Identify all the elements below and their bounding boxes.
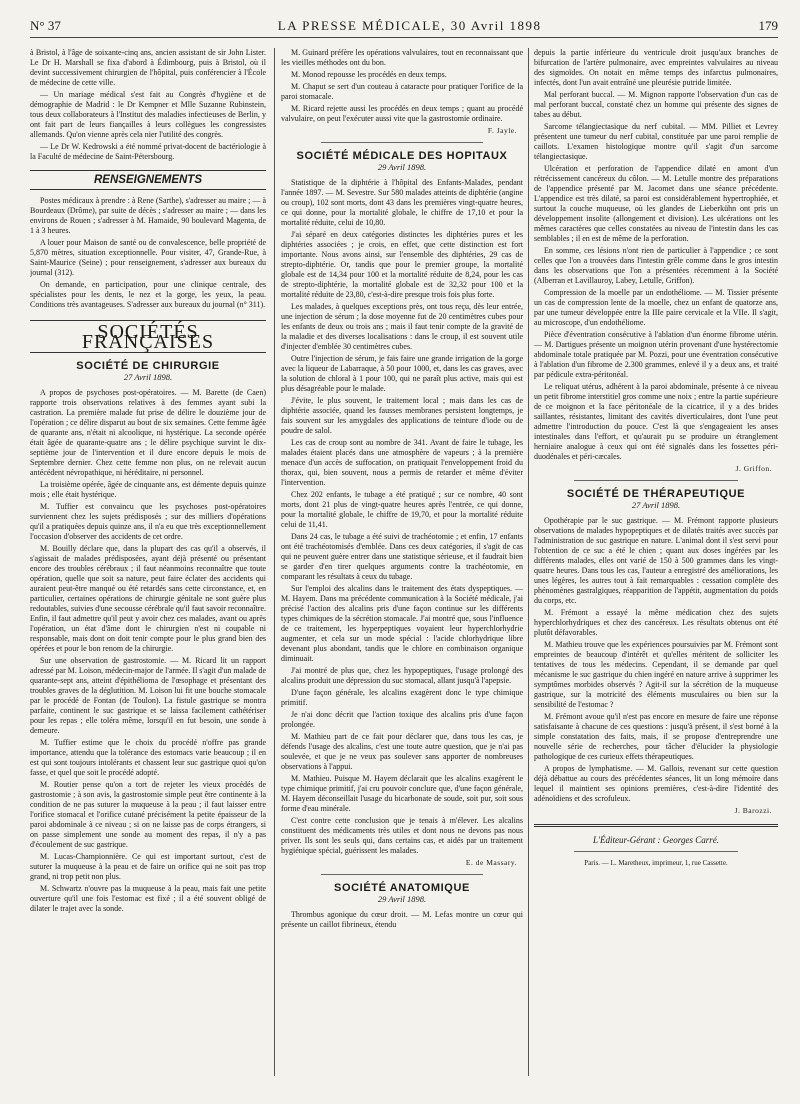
- article-paragraph: J'ai montré de plus que, chez les hypopeptiques, l'usage prolongé des alcalins produit une dépression du suc stomacal, allant jusqu'à l'apepsie.: [281, 666, 523, 685]
- article-paragraph: Ulcération et perforation de l'appendice dilaté en amont d'un rétrécissement cancéreux du côlon. — M. Letulle montre des préparations de l'appendice présenté par M. Jacomet dans une séance précédente. L'appendice est très dilaté, sa paroi est considérablement hypertrophiée, et surtout la couche muqueuse, où les glandes de Lieberkühn ont pris un développement insolite (allongement et division). Les ulcérations ont les mêmes caractères que celles constatées au niveau de l'intestin dans les cas semblables ; il en est de même de la perforation.: [534, 164, 778, 243]
- news-paragraph: — Un mariage médical s'est fait au Congrès d'hygiène et de démographie de Madrid : le Dr Kempner et Mlle Suzanne Rubinstein, tous deux collaborateurs à l'Institut des maladies infectieuses de Berlin, y ont fait part de leurs fiançailles à leurs collègues les congressistes allemands. Qu'on vienne après cela nier l'utilité des congrès.: [30, 90, 266, 139]
- article-paragraph: M. Frémont avoue qu'il n'est pas encore en mesure de faire une réponse satisfaisante à chacune de ces questions : jusqu'à présent, il s'est borné à la simple constatation des faits, mais, il se propose d'entreprendre une nouvelle série de recherches, pour tâcher d'élucider la physiologie pathologique de ces curieux effets thérapeutiques.: [534, 712, 778, 761]
- article-paragraph: La troisième opérée, âgée de cinquante ans, est démente depuis quinze mois ; elle était hystérique.: [30, 480, 266, 499]
- article-paragraph: Le reliquat utérus, adhérent à la paroi abdominale, présente à ce niveau un petit fibrome interstitiel gros comme une noix ; entre la partie supérieure de ce moignon et la face péritonéale de la cicatrice, il y a des brides saillantes, résistantes, limitant des cavités diverticulaires, dont l'une peut admettre l'introduction du pouce. C'est là que s'engageaient les anses intestinales dans l'effort, et qu'aurait pu se produire un étranglement herniaire analogue à ceux qui ont été signalés dans les fossettes péri-duodénales et péri-cæcales.: [534, 382, 778, 461]
- article-paragraph: A propos de lymphatisme. — M. Gallois, revenant sur cette question déjà débattue au cours des précédentes séances, lit un long mémoire dans lequel il maintient ses opinions premières, c'est-à-dire l'identité des adénoïdiens et des scrofuleux.: [534, 764, 778, 803]
- divider: [321, 874, 483, 875]
- article-paragraph: M. Routier pense qu'on a tort de rejeter les vieux procédés de gastrostomie ; à son avis, la gastrostomie simple peut être continente à la condition de ne pas suturer la muqueuse à la peau ; il faut laisser entre l'orifice stomacal et l'orifice cutané précisément la petite épaisseur de la paroi abdominale à ce niveau ; si on ne laisse pas de corps étrangers, si on passe simplement une sonde au moment des repas, il n'y a pas d'écoulement de suc gastrique.: [30, 780, 266, 849]
- article-paragraph: D'une façon générale, les alcalins exagèrent donc le type chimique primitif.: [281, 688, 523, 707]
- section-date: 27 Avril 1898.: [123, 372, 173, 382]
- section-date: 29 Avril 1898.: [377, 162, 427, 172]
- divider: [321, 142, 483, 143]
- journal-title: LA PRESSE MÉDICALE, 30 Avril 1898: [277, 18, 542, 33]
- article-paragraph: Sarcome télangiectasique du nerf cubital. — MM. Pilliet et Levrey présentent une tumeur du nerf cubital, constituée par une paroi remplie de caillots. L'examen histologique montre qu'il s'agit d'un sarcome télangiectasique.: [534, 122, 778, 161]
- article-paragraph: Thrombus agonique du cœur droit. — M. Lefas montre un cœur qui présente un caillot fibrineux, étendu: [281, 910, 523, 929]
- notice-paragraph: Postes médicaux à prendre : à Rene (Sarthe), s'adresser au maire ; — à Bourdeaux (Drôme), par suite de décès ; s'adresser au maire ; — dans les environs de Rouen ; s'adresser à M. Hamaide, 90 boulevard Magenta, de 1 à 3 heures.: [30, 196, 266, 235]
- page-header: [30, 14, 778, 38]
- section-heading: SOCIÉTÉ MÉDICALE DES HOPITAUX: [296, 150, 508, 162]
- editor-line: L'Éditeur-Gérant : Georges Carré.: [593, 835, 719, 845]
- double-divider: [534, 824, 778, 827]
- article-paragraph: M. Lucas-Championnière. Ce qui est important surtout, c'est de suturer la muqueuse à la peau et de faire un orifice qui ne soit pas trop grand, ni trop petit non plus.: [30, 852, 266, 881]
- divider: [574, 851, 738, 852]
- article-paragraph: En somme, ces lésions n'ont rien de particulier à l'appendice ; ce sont celles que l'on a trouvées dans l'intestin grêle comme dans le gros intestin dans les observations que l'on a présentées récemment à la Société (Alberran et Lavillauroy, Labey, Letulle, Griffon).: [534, 246, 778, 285]
- section-date: 27 Avril 1898.: [631, 500, 681, 510]
- news-paragraph: à Bristol, à l'âge de soixante-cinq ans, ancien assistant de sir John Lister. Le Dr H. Marshall se fixa d'abord à Édimbourg, puis à Bristol, où il devint successivement chirurgien de l'hôpital, puis conférencier à l'École de médecine de cette ville.: [30, 48, 266, 87]
- article-paragraph: Les cas de croup sont au nombre de 341. Avant de faire le tubage, les malades étaient placés dans une atmosphère de vapeurs ; à la première menace d'un accès de suffocation, on pratiquait l'enveloppement froid du thorax, qui, bien souvent, nous a permis de retarder et même d'éviter l'intervention.: [281, 438, 523, 487]
- author-signature: F. Jayle.: [487, 126, 517, 135]
- article-paragraph: M. Monod repousse les procédés en deux temps.: [291, 70, 447, 79]
- article-paragraph: M. Mathieu. Puisque M. Hayem déclarait que les alcalins exagèrent le type chimique primitif, j'ai cru pouvoir conclure que, d'une façon générale, M. Hayem déconseillait l'usage du bicarbonate de soude, soit pur, soit sous forme d'eau minérale.: [281, 774, 523, 813]
- section-date: 29 Avril 1898.: [377, 894, 427, 904]
- article-paragraph: Statistique de la diphtérie à l'hôpital des Enfants-Malades, pendant l'année 1897. — M. Sevestre. Sur 580 malades atteints de diphtérie (angine ou croup), 102 sont morts, dont 43 dans les premières vingt-quatre heures, ce qui donne, pour la mortalité globale, le chiffre de 17,10 et pour la mortalité réduite, celui de 10,80.: [281, 178, 523, 227]
- renseignements-heading: RENSEIGNEMENTS: [30, 170, 266, 190]
- article-paragraph: M. Bouilly déclare que, dans la plupart des cas qu'il a observés, il s'agissait de malades prédisposées, ayant déjà présenté ou présentant encore des troubles cérébraux ; il faut néanmoins reconnaître que toute opération, quelle que soit sa nature, peut faire éclater des accidents qui auraient peut-être manqué ou été retardés sans cette circonstance, et, en particulier, certaines opérations de chirurgie génitale ne sont guère plus redoutables, suivies d'une secousse cérébrale qu'il faut savoir reconnaître. Enfin, il faut admettre qu'il peut y avoir chez ces malades, avant ou après l'opération, un état d'âme dont le chirurgien n'est ni coupable ni responsable, mais dont on doit tenir compte pour le plus grand bien des opérées et pour le bon renom de la chirurgie.: [30, 544, 266, 653]
- issue-number: N° 37: [30, 18, 61, 33]
- article-paragraph: Je n'ai donc décrit que l'action toxique des alcalins pris d'une façon prolongée.: [281, 710, 523, 729]
- article-paragraph: M. Chaput se sert d'un couteau à cataracte pour pratiquer l'orifice de la paroi stomacale.: [281, 82, 523, 101]
- news-paragraph: — Le Dr W. Kedrowski a été nommé privat-docent de bactériologie à la Faculté de médecine de Saint-Pétersbourg.: [30, 142, 266, 161]
- author-signature: J. Griffon.: [735, 464, 772, 473]
- article-paragraph: M. Guinard préfère les opérations valvulaires, tout en reconnaissant que les vieilles méthodes ont du bon.: [281, 48, 523, 67]
- article-paragraph: M. Schwartz n'ouvre pas la muqueuse à la peau, mais fait une petite ouverture qu'il une fois l'estomac est fixé ; il a été souvent obligé de dilater le trajet avec la sonde.: [30, 884, 266, 913]
- article-paragraph: Outre l'injection de sérum, je fais faire une grande irrigation de la gorge avec la liqueur de Labarraque, à 50 pour 1000, et, dans les cas graves, avec la solution de chloral à 1 pour 100, qui ne paraît plus active, mais qui est plus désagréable pour le malade.: [281, 354, 523, 393]
- column-2: [281, 48, 523, 1078]
- section-heading: SOCIÉTÉ ANATOMIQUE: [334, 882, 470, 894]
- section-heading: SOCIÉTÉ DE THÉRAPEUTIQUE: [566, 488, 746, 500]
- article-paragraph: J'évite, le plus souvent, le traitement local ; mais dans les cas de diphtérie associée, quand les fausses membranes persistent longtemps, je fais souvent sur les amygdales des applications de teinture d'iode ou de poudre de salol.: [281, 396, 523, 435]
- article-paragraph: Mal perforant buccal. — M. Mignon rapporte l'observation d'un cas de mal perforant buccal, constaté chez un homme qui présente des signes de tabes au début.: [534, 90, 778, 119]
- printer-line: Paris. — L. Maretheux, imprimeur, 1, rue Cassette.: [584, 859, 728, 867]
- article-paragraph: C'est contre cette conclusion que je tenais à m'élever. Les alcalins constituent des médicaments très utiles et dont nous ne devons pas nous priver. Ils sont les seuls qui, dans certains cas, et aidés par un traitement hygiénique spécial, guérissent les malades.: [281, 816, 523, 855]
- article-paragraph: Sur l'emploi des alcalins dans le traitement des états dyspeptiques. — M. Hayem. Dans ma précédente communication à la Société médicale, j'ai précisé l'action des alcalins pris d'une façon continue sur les différents types chimiques de la sécrétion stomacale. J'ai montré que, sous l'influence de ce traitement, les hyperpeptiques voyaient leur hyperchlorhydrie augmenter, et cela sur un mode spécial : l'acide chlorhydrique libre devenant plus abondant, tandis que le chlore en combinaison organique diminuait.: [281, 584, 523, 663]
- article-paragraph: Sur une observation de gastrostomie. — M. Ricard lit un rapport adressé par M. Loison, médecin-major de l'armée. Il s'agit d'un malade de quarante-sept ans, atteint d'épithélioma de l'œsophage et présentant des troubles graves de la déglutition. M. Loison lui fit une bouche stomacale par le procédé de Fontan (de Toulon). La fistule gastrique se montra parfaite, continent le suc gastrique et se laissa facilement cathétériser pour les repas ; elle toléra même, lorsqu'il en fut besoin, une sonde à demeure.: [30, 656, 266, 735]
- article-paragraph: J'ai séparé en deux catégories distinctes les diphtéries pures et les diphtéries associées ; je crois, en effet, que cette distinction est fort importante. Nous avons ainsi, sur l'ensemble des diphtéries, 29 cas de strepto-diphtérie. Or, tandis que pour le premier groupe, la mortalité globale est de 14,34 pour 100 et la mortalité réduite de 8,24, pour les cas de strepto-diphtérie, la mortalité globale est de 32,32 pour 100 et la mortalité réduite de 23,80, c'est-à-dire presque trois fois plus forte.: [281, 230, 523, 299]
- article-paragraph: M. Tuffier est convaincu que les psychoses post-opératoires surviennent chez les sujets prédisposés ; sur des milliers d'opérations qu'il a pratiquées depuis quinze ans, il n'a eu que très exceptionnellement l'occasion d'observer des accidents de cet ordre.: [30, 502, 266, 541]
- article-paragraph: Dans 24 cas, le tubage a été suivi de trachéotomie ; et enfin, 17 enfants ont été trachéotomisés d'emblée. Dans ces deux catégories, il s'agit de cas qui ne peuvent guère entrer dans une statistique sérieuse, et il faudrait bien se garder d'en tirer quelques arguments contre la trachéotomie, en comparant les résultats à ceux du tubage.: [281, 532, 523, 581]
- article-paragraph: depuis la partie inférieure du ventricule droit jusqu'aux branches de bifurcation de l'artère pulmonaire, avec empreintes valvulaires au niveau des sigmoïdes. On notait en même temps des infarctus pulmonaires, infectés, dont l'un avait entraîné une pleurésie putride limitée.: [534, 48, 778, 87]
- article-paragraph: M. Frémont a essayé la même médication chez des sujets hyperchlorhydriques et chez des cancéreux. Les résultats obtenus ont été plutôt défavorables.: [534, 608, 778, 637]
- article-paragraph: Compression de la moelle par un endothéliome. — M. Tissier présente un cas de compression lente de la moelle, chez un enfant de quatorze ans, par une tumeur développée entre la IIIe paire cervicale et la VIIe. Il s'agit, au microscope, d'un endothéliome.: [534, 288, 778, 327]
- article-paragraph: A propos de psychoses post-opératoires. — M. Barette (de Caen) rapporte trois observations relatives à des femmes ayant subi la castration. La première malade fut prise de délire le douzième jour de l'opération ; ce délire disparut au bout de six semaines. Cette femme âgée de quarante ans, n'était ni alcoolique, ni hystérique. La seconde opérée était âgée de quarante-quatre ans ; le délire psychique survint le dix-septième jour de l'intervention et il dure encore depuis le mois de Septembre dernier. Chez cette femme non plus, on ne relevait aucun antécédent névropathique, ni héréditaire, ni personnel.: [30, 388, 266, 477]
- notice-paragraph: A louer pour Maison de santé ou de convalescence, belle propriété de 5,870 mètres, situation exceptionnelle. Pour visiter, 47, Grande-Rue, à Saint-Maurice (Seine) ; pour renseignement, s'adresser aux bureaux du journal (312).: [30, 238, 266, 277]
- article-paragraph: M. Mathieu part de ce fait pour déclarer que, dans tous les cas, je défends l'usage des alcalins, c'est une toute autre question, que je n'ai pas soulevée, et que je ne veux pas soulever sans apporter de nombreuses observations à l'appui.: [281, 732, 523, 771]
- article-paragraph: Chez 202 enfants, le tubage a été pratiqué ; sur ce nombre, 40 sont morts, dont 21 plus de vingt-quatre heures après l'entrée, ce qui donne, pour la mortalité globale, le chiffre de 19,70, et pour la mortalité réduite celui de 11,41.: [281, 490, 523, 529]
- author-signature: J. Barozzi.: [734, 806, 772, 815]
- article-paragraph: M. Mathieu trouve que les expériences poursuivies par M. Frémont sont empreintes de beaucoup d'intérêt et qu'elles méritent de solliciter les tentatives de tous les médecins. Cependant, il se demande par quel mécanisme le suc gastrique du chien ingéré en nature arrive à supprimer les symptômes morbides observés ? Agit-il sur la sécrétion de la muqueuse gastrique, sur la motricité des éléments musculaires ou bien sur la sensibilité de l'estomac ?: [534, 640, 778, 709]
- column-rule: [528, 48, 529, 1076]
- societes-francaises-heading: SOCIÉTÉS FRANÇAISES: [30, 320, 266, 353]
- column-rule: [274, 48, 275, 1076]
- divider: [574, 480, 738, 481]
- author-signature: E. de Massary.: [465, 858, 517, 867]
- notice-paragraph: On demande, en participation, pour une clinique centrale, des spécialistes pour les dents, le nez et la gorge, les yeux, la peau. Conditions très avantageuses. S'adresser aux bureaux du journal (n° 311).: [30, 280, 266, 309]
- article-paragraph: Les malades, à quelques exceptions près, ont tous reçu, dès leur entrée, une injection de sérum ; la dose moyenne fut de 20 centimètres cubes pour les enfants de deux ou trois ans ; mais il faut tenir compte de la gravité de la maladie et des diverses localisations : dans le croup, il est souvent utile d'injecter d'emblée 30 centimètres cubes.: [281, 302, 523, 351]
- page-number: 179: [758, 18, 778, 33]
- column-1: [30, 48, 266, 1078]
- article-paragraph: M. Ricard rejette aussi les procédés en deux temps ; quant au procédé valvulaire, on peut l'exécuter aussi vite que la gastrostomie ordinaire.: [281, 104, 523, 123]
- article-paragraph: Opothérapie par le suc gastrique. — M. Frémont rapporte plusieurs observations de malades hypopeptiques et de dilatés traités avec succès par l'administration de suc gastrique en nature. L'animal dont il s'est servi pour l'obtention de ce suc a été le chien ; quant aux doses ingérées par les différents malades, elles ont varié de 150 à 500 grammes dans les vingt-quatre heures. Dans tous les cas, l'auteur a enregistré des améliorations, les unes légères, les autres tout à fait remarquables : cessation complète des phénomènes gastralgiques, réapparition de l'appétit, augmentation du poids du corps, etc.: [534, 516, 778, 605]
- column-3: [534, 48, 778, 1078]
- article-paragraph: Pièce d'éventration consécutive à l'ablation d'un énorme fibrome utérin. — M. Dartigues présente un moignon utérin provenant d'une hystérectomie abdominale totale pratiquée par M. Pozzi, pour une éventration consécutive à l'ablation d'un fibrome de 2.300 grammes, enlevé il y a deux ans, et traité par pédicule extra-péritonéal.: [534, 330, 778, 379]
- section-heading: SOCIÉTÉ DE CHIRURGIE: [76, 360, 220, 372]
- article-paragraph: M. Tuffier estime que le choix du procédé n'offre pas grande importance, attendu que la tolérance des estomacs varie beaucoup ; il en est qui sont toujours intolérants et chassent leur suc gastrique quoi qu'on fasse, et quel que soit le procédé adopté.: [30, 738, 266, 777]
